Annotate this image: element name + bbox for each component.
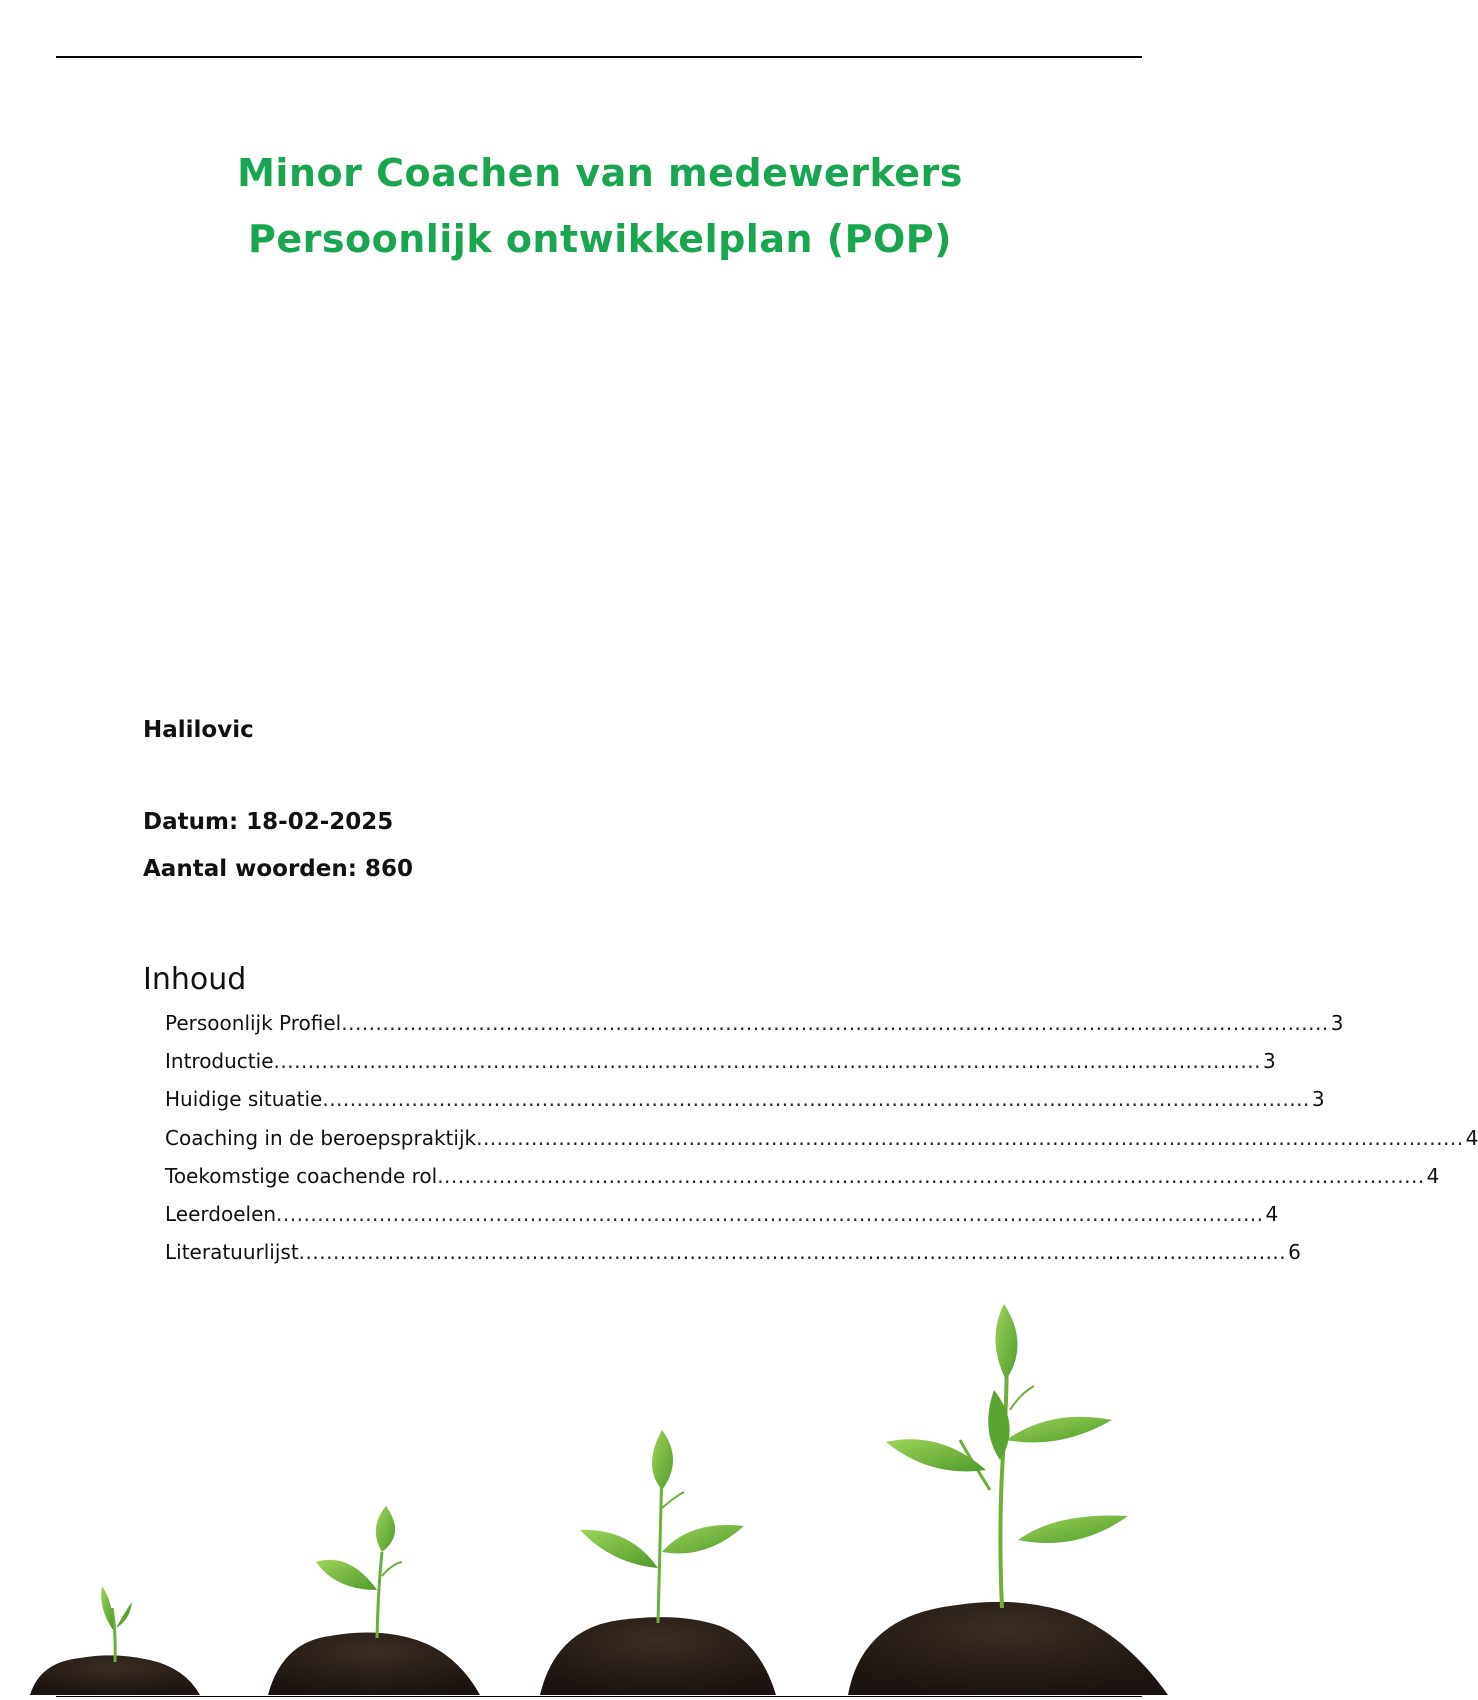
- toc-entry-label: Introductie: [165, 1049, 274, 1074]
- seedlings-illustration: [0, 1290, 1200, 1700]
- toc-entry[interactable]: [165, 1087, 1325, 1125]
- toc-entry-label: Literatuurlijst: [165, 1240, 299, 1265]
- toc-entry-label: Huidige situatie: [165, 1087, 323, 1112]
- toc-entry-page: 4: [1265, 1201, 1279, 1226]
- toc-entry[interactable]: [165, 1125, 1478, 1164]
- toc-dot-leader: ................................................................................................................................................: [298, 1240, 1287, 1265]
- document-title: [0, 140, 1200, 272]
- toc-dot-leader: ................................................................................................................................................: [476, 1125, 1464, 1150]
- toc-entry[interactable]: [165, 1163, 1440, 1202]
- seedling-3: [540, 1430, 776, 1695]
- toc-entry[interactable]: [165, 1011, 1344, 1049]
- toc-entry[interactable]: [165, 1201, 1279, 1240]
- table-of-contents: [165, 1011, 1478, 1278]
- toc-entry-label: Toekomstige coachende rol: [165, 1163, 438, 1188]
- toc-entry-label: Persoonlijk Profiel: [165, 1011, 342, 1035]
- author-name: Halilovic: [143, 717, 254, 743]
- title-line-2: Persoonlijk ontwikkelplan (POP): [248, 217, 952, 261]
- toc-entry-label: Coaching in de beroepspraktijk: [165, 1125, 477, 1150]
- seedling-2: [268, 1506, 480, 1695]
- toc-dot-leader: ................................................................................................................................................: [273, 1049, 1261, 1074]
- toc-entry-page: 4: [1465, 1125, 1478, 1150]
- document-date: Datum: 18-02-2025: [143, 809, 394, 835]
- seedling-1: [30, 1586, 200, 1695]
- toc-dot-leader: ................................................................................................................................................: [322, 1087, 1310, 1112]
- toc-dot-leader: ................................................................................................................................................: [276, 1201, 1264, 1226]
- toc-entry[interactable]: [165, 1240, 1301, 1278]
- toc-entry[interactable]: [165, 1049, 1276, 1087]
- toc-entry-label: Leerdoelen: [165, 1201, 277, 1226]
- seedling-4: [848, 1304, 1168, 1695]
- title-line-1: Minor Coachen van medewerkers: [237, 151, 963, 195]
- toc-entry-page: 4: [1426, 1163, 1440, 1188]
- toc-dot-leader: ................................................................................................................................................: [341, 1011, 1329, 1035]
- bottom-rule: [56, 1696, 1142, 1697]
- toc-entry-page: 3: [1262, 1049, 1276, 1074]
- toc-entry-page: 3: [1311, 1087, 1325, 1112]
- toc-dot-leader: ................................................................................................................................................: [437, 1163, 1425, 1188]
- word-count: Aantal woorden: 860: [143, 856, 413, 882]
- top-rule: [56, 56, 1142, 58]
- toc-entry-page: 3: [1330, 1011, 1344, 1035]
- toc-entry-page: 6: [1288, 1240, 1301, 1265]
- toc-heading: Inhoud: [143, 962, 247, 997]
